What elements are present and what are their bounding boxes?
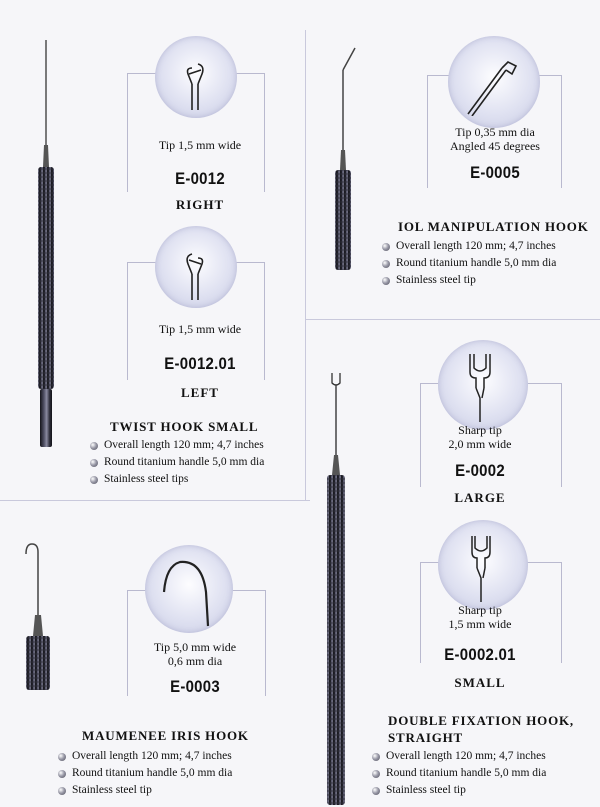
maumenee-code: E-0003 (170, 677, 220, 696)
spec-item: Overall length 120 mm; 4,7 inches (58, 748, 232, 765)
double-fixation-specs (372, 748, 546, 799)
twist-hook-right-tip-text: Tip 1,5 mm wide (158, 138, 242, 152)
double-fixation-title-line1: DOUBLE FIXATION HOOK, (388, 713, 574, 728)
double-fixation-small-tip-line1: Sharp tip (458, 603, 502, 617)
bullet-icon (372, 770, 380, 778)
spec-item: Stainless steel tip (58, 782, 232, 799)
iol-hook-tip-line1: Tip 0,35 mm dia (455, 125, 535, 139)
horizontal-divider-right (305, 319, 600, 320)
double-fixation-large-tip-line1: Sharp tip (458, 423, 502, 437)
bullet-icon (382, 243, 390, 251)
iol-hook-tip-line2: Angled 45 degrees (450, 139, 540, 153)
iol-hook-title: IOL MANIPULATION HOOK (398, 219, 589, 234)
double-fixation-large-code: E-0002 (455, 461, 505, 480)
spec-item: Round titanium handle 5,0 mm dia (90, 454, 264, 471)
twist-hook-left-tip-icon (174, 242, 218, 300)
double-fixation-large-tip-line2: 2,0 mm wide (448, 437, 512, 451)
twist-hook-right-variant: RIGHT (175, 197, 225, 212)
twist-hook-right-tip-icon (174, 52, 218, 110)
maumenee-title: MAUMENEE IRIS HOOK (82, 728, 249, 743)
bullet-icon (90, 459, 98, 467)
spec-item: Overall length 120 mm; 4,7 inches (382, 238, 556, 255)
spec-item: Stainless steel tip (372, 782, 546, 799)
spec-item: Overall length 120 mm; 4,7 inches (90, 437, 264, 454)
spec-item: Stainless steel tip (382, 272, 556, 289)
spec-item: Round titanium handle 5,0 mm dia (58, 765, 232, 782)
maumenee-instrument-image (12, 540, 58, 690)
bullet-icon (58, 753, 66, 761)
bullet-icon (90, 442, 98, 450)
bullet-icon (382, 277, 390, 285)
spec-item: Overall length 120 mm; 4,7 inches (372, 748, 546, 765)
twist-hook-left-tip-text: Tip 1,5 mm wide (158, 322, 242, 336)
twist-hook-left-variant: LEFT (181, 385, 219, 400)
bullet-icon (90, 476, 98, 484)
double-fixation-title-line2: STRAIGHT (388, 730, 464, 745)
bullet-icon (372, 753, 380, 761)
maumenee-tip-line2: 0,6 mm dia (167, 654, 223, 668)
twist-hook-right-code: E-0012 (175, 169, 225, 188)
bullet-icon (58, 787, 66, 795)
double-fixation-instrument-image (318, 365, 358, 805)
iol-hook-specs (382, 238, 556, 289)
spec-item: Round titanium handle 5,0 mm dia (382, 255, 556, 272)
twist-hook-instrument-image (28, 35, 64, 450)
spec-item: Stainless steel tips (90, 471, 264, 488)
double-fixation-small-variant: SMALL (454, 675, 506, 690)
double-fixation-large-tip-icon (460, 348, 506, 422)
double-fixation-small-code: E-0002.01 (444, 645, 516, 664)
maumenee-specs (58, 748, 232, 799)
iol-hook-tip-icon (462, 50, 528, 116)
twist-hook-left-code: E-0012.01 (164, 354, 236, 373)
horizontal-divider-left (0, 500, 310, 501)
maumenee-tip-icon (158, 552, 218, 628)
iol-hook-instrument-image (325, 40, 365, 270)
vertical-divider-top (305, 30, 306, 500)
maumenee-tip-line1: Tip 5,0 mm wide (153, 640, 237, 654)
twist-hook-specs (90, 437, 264, 488)
double-fixation-small-tip-line2: 1,5 mm wide (448, 617, 512, 631)
twist-hook-title: TWIST HOOK SMALL (110, 419, 259, 434)
bullet-icon (382, 260, 390, 268)
bullet-icon (372, 787, 380, 795)
double-fixation-large-variant: LARGE (454, 490, 506, 505)
spec-item: Round titanium handle 5,0 mm dia (372, 765, 546, 782)
iol-hook-code: E-0005 (470, 163, 520, 182)
bullet-icon (58, 770, 66, 778)
double-fixation-small-tip-icon (462, 530, 504, 602)
